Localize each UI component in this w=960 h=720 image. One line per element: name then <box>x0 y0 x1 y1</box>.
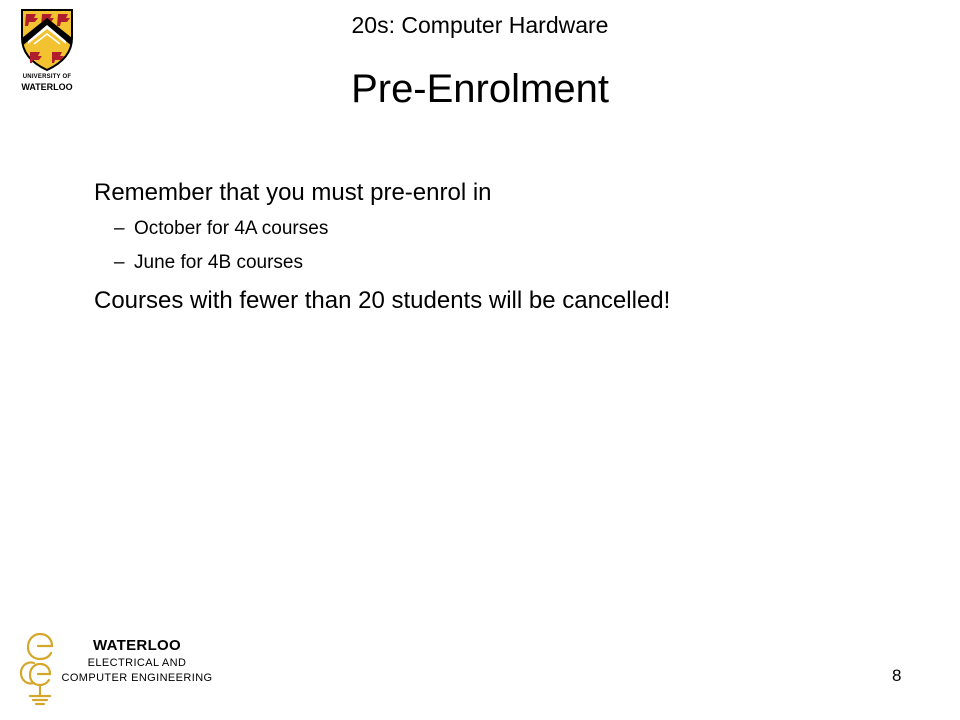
sub-bullet-1 <box>114 214 914 244</box>
dash-marker: – <box>114 252 125 273</box>
slide-title: Pre-Enrolment <box>351 67 609 111</box>
ece-logo-text <box>42 636 232 686</box>
sub-bullet-2-text: June for 4B courses <box>134 252 303 273</box>
ece-logo-line3: COMPUTER ENGINEERING <box>61 672 213 684</box>
ece-logo-line2: ELECTRICAL AND <box>87 657 187 669</box>
uw-logo-line2: WATERLOO <box>21 82 73 92</box>
sub-bullet-1-text: October for 4A courses <box>134 218 329 239</box>
bullet-2: Courses with fewer than 20 students will be cancelled! <box>94 287 671 314</box>
bullet-1: Remember that you must pre-enrol in <box>94 179 492 206</box>
dash-marker: – <box>114 218 125 239</box>
uw-logo-line1: UNIVERSITY OF <box>22 74 72 80</box>
ece-logo-line1: WATERLOO <box>93 637 181 654</box>
course-title: 20s: Computer Hardware <box>351 12 609 38</box>
slide-content <box>94 176 914 318</box>
page-number: 8 <box>892 666 902 685</box>
sub-bullet-2 <box>114 248 914 278</box>
